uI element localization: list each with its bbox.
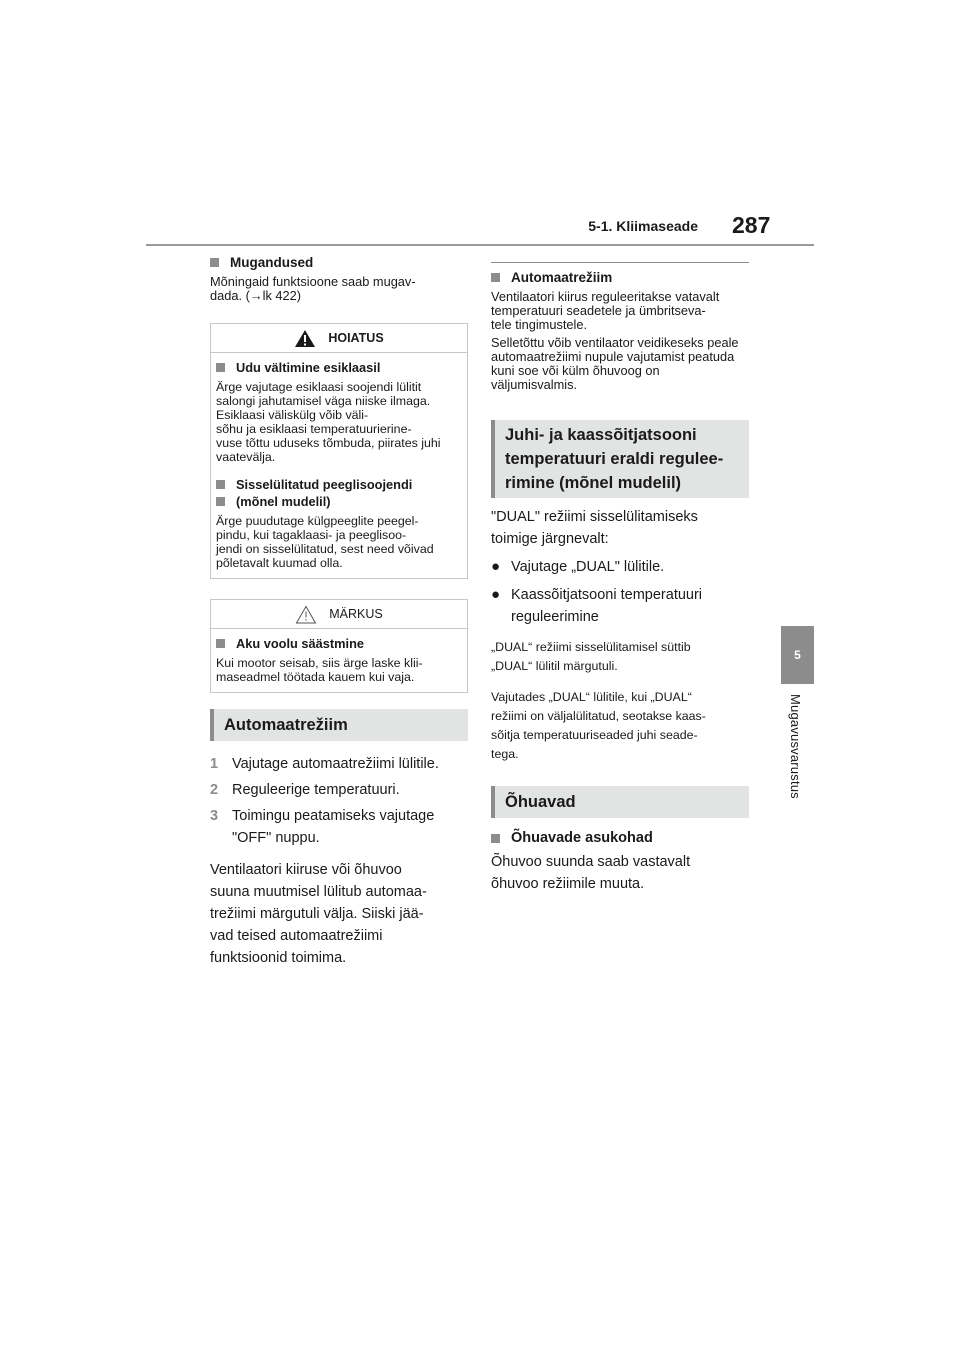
header-divider [146, 244, 814, 246]
auto-steps [210, 753, 468, 849]
auto-info-text1: Ventilaatori kiirus reguleeritakse vatavalt temperatuuri seadetele ja ümbritseva- tele tingimustele. [491, 289, 720, 332]
warning-item1-text: Ärge vajutage esiklaasi soojendi lülitit salongi jahutamisel väga niiske ilmaga. Esiklaasi väliskülg võib väli- sõhu ja esiklaasi temperatuurierine- vuse tõttu uduseks tõmbuda, piirates juhi vaatevälja. [216, 380, 441, 464]
auto-info-title: Automaatrežiim [491, 269, 749, 286]
chapter-tab [781, 626, 814, 684]
warning-item2-text: Ärge puudutage külgpeeglite peegel- pindu, kui tagaklaasi- ja peeglisoo- jendi on sisselülitatud, sest need võivad põletavalt kuumad olla. [216, 514, 434, 570]
dual-note-1: „DUAL“ režiimi sisselülitamisel süttib „DUAL“ lülitil märgutuli. [491, 640, 691, 673]
notice-icon [295, 605, 317, 624]
mugandused-text: Mõningaid funktsioone saab mugav- dada. (→lk 422) [210, 274, 416, 303]
step-text: Toimingu peatamiseks vajutage "OFF" nuppu. [232, 808, 435, 846]
dual-bullet-2 [491, 584, 749, 628]
notice-box [210, 599, 468, 693]
warning-item2-title-cont: (mõnel mudelil) [236, 494, 331, 509]
bullet-dot: ● [491, 558, 501, 575]
step-number: 2 [210, 782, 219, 798]
warning-item1-title: Udu vältimine esiklaasil [216, 359, 462, 376]
warning-item2-title: Sisselülitatud peeglisoojendi [216, 476, 462, 493]
auto-mode-heading: Automaatrežiim [210, 709, 468, 741]
vents-title: Õhuavade asukohad [491, 830, 749, 847]
mugandused-heading: Mugandused [210, 254, 468, 271]
step-1 [210, 753, 468, 775]
auto-paragraph: Ventilaatori kiiruse või õhuvoo suuna muutmisel lülitub automaa- trežiimi märgutuli välja. Siiski jää- vad teised automaatrežiimi funktsioonid toimima. [210, 862, 427, 966]
right-top-rule [491, 262, 749, 286]
step-number: 1 [210, 756, 219, 772]
step-3 [210, 805, 468, 849]
chapter-number: 5 [794, 648, 801, 662]
warning-header [211, 324, 467, 353]
right-column [491, 262, 749, 895]
step-text: Vajutage automaatrežiimi lülitile. [232, 756, 439, 772]
notice-label: MÄRKUS [329, 607, 383, 621]
warning-box [210, 323, 468, 579]
bullet-text: Kaassõitjatsooni temperatuuri reguleerimine [511, 587, 703, 625]
page-number: 287 [732, 212, 771, 238]
left-column [210, 254, 468, 969]
step-number: 3 [210, 808, 219, 824]
notice-item-title: Aku voolu säästmine [216, 635, 462, 652]
auto-info-text2: Selletõttu võib ventilaator veidikeseks peale automaatrežiimi nupule vajutamist peatuda kuni soe või külm õhuvoog on väljumisvalmis. [491, 335, 739, 392]
bullet-text: Vajutage „DUAL" lülitile. [511, 559, 665, 575]
vents-text: Õhuvoo suunda saab vastavalt õhuvoo režiimile muuta. [491, 854, 691, 893]
notice-header [211, 600, 467, 629]
notice-item-text: Kui mootor seisab, siis ärge laske klii- maseadmel töötada kauem kui vaja. [216, 656, 423, 684]
bullet-dot: ● [491, 586, 501, 603]
dual-intro: "DUAL" režiimi sisselülitamiseks toimige järgnevalt: [491, 509, 698, 547]
chapter-label: Mugavusvarustus [788, 694, 803, 799]
dual-note-2: Vajutades „DUAL“ lülitile, kui „DUAL“ režiimi on väljalülitatud, seotakse kaas- sõitja temperatuuriseaded juhi seade- tega. [491, 690, 706, 762]
warning-icon [294, 329, 316, 348]
step-text: Reguleerige temperatuuri. [232, 782, 400, 798]
dual-zone-heading: Juhi- ja kaassõitjatsooni temperatuuri eraldi regulee- rimine (mõnel mudelil) [491, 420, 749, 498]
section-title: 5-1. Kliimaseade [588, 218, 698, 234]
warning-label: HOIATUS [328, 331, 384, 345]
warning-item2-title-line2 [216, 493, 462, 510]
step-2 [210, 779, 468, 801]
vents-heading: Õhuavad [491, 786, 749, 818]
dual-bullet-1 [491, 556, 749, 578]
